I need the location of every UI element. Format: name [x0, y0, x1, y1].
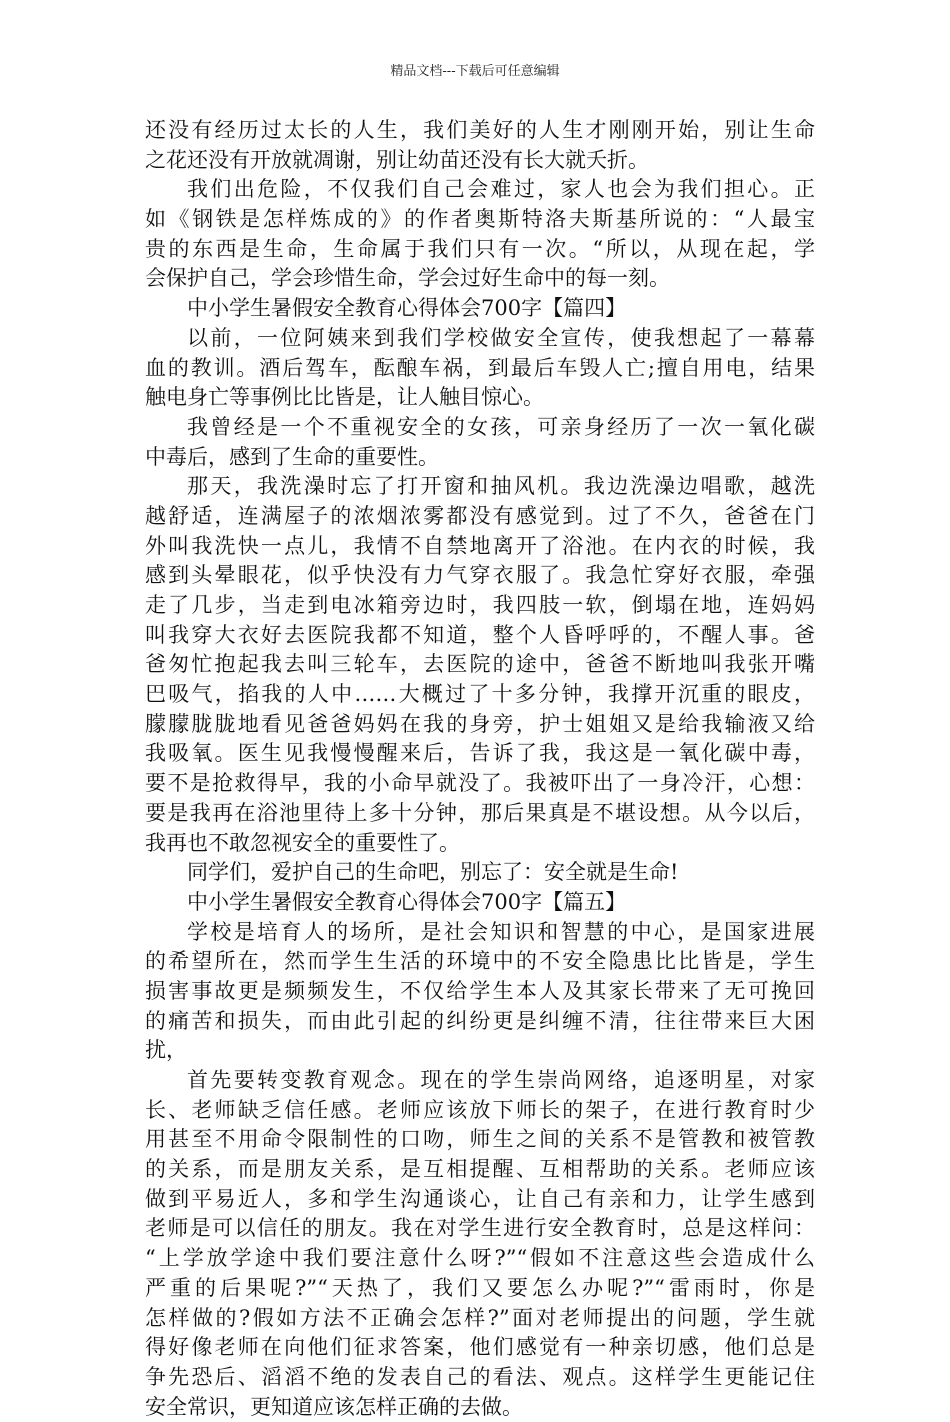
text-line: 之花还没有开放就凋谢，别让幼苗还没有长大就夭折。 [145, 147, 649, 172]
text-line: 越舒适，连满屋子的浓烟浓雾都没有感觉到。过了不久，爸爸在门 [145, 503, 815, 528]
text-line: 如《钢铁是怎样炼成的》的作者奥斯特洛夫斯基所说的：“人最宝 [145, 207, 815, 232]
text-line: 巴吸气，掐我的人中……大概过了十多分钟，我撑开沉重的眼皮， [145, 682, 815, 707]
text-line: 安全常识，更知道应该怎样正确的去做。 [145, 1394, 523, 1419]
page-header: 精品文档---下载后可任意编辑 [390, 64, 560, 79]
text-line: 我再也不敢忽视安全的重要性了。 [145, 830, 460, 855]
text-line: 以前，一位阿姨来到我们学校做安全宣传，使我想起了一幕幕 [187, 325, 815, 350]
text-line: 我吸氧。医生见我慢慢醒来后，告诉了我，我这是一氧化碳中毒， [145, 741, 815, 766]
text-line: 血的教训。酒后驾车，酝酿车祸，到最后车毁人亡;擅自用电，结果 [145, 355, 815, 380]
text-line: 怎样做的?假如方法不正确会怎样?”面对老师提出的问题，学生就 [145, 1305, 815, 1330]
text-line: 的希望所在，然而学生生活的环境中的不安全隐患比比皆是，学生 [145, 949, 815, 974]
document-body [145, 116, 815, 1422]
text-line: 中小学生暑假安全教育心得体会700字【篇四】 [187, 296, 627, 321]
text-line: 扰， [145, 1038, 187, 1063]
text-line: 感到头晕眼花，似乎快没有力气穿衣服了。我急忙穿好衣服，牵强 [145, 563, 815, 588]
text-line: 还没有经历过太长的人生，我们美好的人生才刚刚开始，别让生命 [145, 118, 815, 142]
text-line: 得好像老师在向他们征求答案，他们感觉有一种亲切感，他们总是 [145, 1335, 815, 1360]
text-line: 会保护自己，学会珍惜生命，学会过好生命中的每一刻。 [145, 266, 670, 291]
text-line: 叫我穿大衣好去医院我都不知道，整个人昏呼呼的，不醒人事。爸 [145, 622, 815, 647]
text-line: 同学们，爱护自己的生命吧，别忘了：安全就是生命! [187, 860, 679, 885]
text-line: 用甚至不用命令限制性的口吻，师生之间的关系不是管教和被管教 [145, 1127, 815, 1152]
text-line: “上学放学途中我们要注意什么呀?”“假如不注意这些会造成什么 [145, 1246, 815, 1271]
text-line: 的痛苦和损失，而由此引起的纠纷更是纠缠不清，往往带来巨大困 [145, 1008, 815, 1033]
text-line: 中毒后，感到了生命的重要性。 [145, 444, 439, 469]
text-line: 要不是抢救得早，我的小命早就没了。我被吓出了一身冷汗，心想： [145, 771, 815, 796]
text-line: 争先恐后、滔滔不绝的发表自己的看法、观点。这样学生更能记住 [145, 1364, 815, 1389]
text-line: 严重的后果呢?”“天热了，我们又要怎么办呢?”“雷雨时，你是 [145, 1275, 815, 1300]
text-line: 长、老师缺乏信任感。老师应该放下师长的架子，在进行教育时少 [145, 1097, 815, 1122]
text-line: 老师是可以信任的朋友。我在对学生进行安全教育时，总是这样问： [145, 1216, 815, 1241]
text-line: 朦朦胧胧地看见爸爸妈妈在我的身旁，护士姐姐又是给我输液又给 [145, 711, 815, 736]
text-line: 走了几步，当走到电冰箱旁边时，我四肢一软，倒塌在地，连妈妈 [145, 593, 815, 617]
text-line: 的关系，而是朋友关系，是互相提醒、互相帮助的关系。老师应该 [145, 1157, 815, 1182]
text-line: 那天，我洗澡时忘了打开窗和抽风机。我边洗澡边唱歌，越洗 [187, 474, 815, 499]
text-line: 要是我再在浴池里待上多十分钟，那后果真是不堪设想。从今以后， [145, 800, 815, 825]
text-line: 我曾经是一个不重视安全的女孩，可亲身经历了一次一氧化碳 [187, 414, 815, 439]
text-line: 损害事故更是频频发生，不仅给学生本人及其家长带来了无可挽回 [145, 978, 815, 1003]
text-line: 中小学生暑假安全教育心得体会700字【篇五】 [187, 889, 627, 914]
text-line: 学校是培育人的场所，是社会知识和智慧的中心，是国家进展 [187, 919, 815, 944]
text-line: 首先要转变教育观念。现在的学生崇尚网络，追逐明星，对家 [187, 1068, 815, 1092]
text-line: 我们出危险，不仅我们自己会难过，家人也会为我们担心。正 [187, 177, 815, 202]
text-line: 做到平易近人，多和学生沟通谈心，让自己有亲和力，让学生感到 [145, 1186, 815, 1211]
text-line: 外叫我洗快一点儿，我情不自禁地离开了浴池。在内衣的时候，我 [145, 533, 815, 558]
text-line: 触电身亡等事例比比皆是，让人触目惊心。 [145, 385, 544, 410]
text-line: 贵的东西是生命，生命属于我们只有一次。“所以，从现在起，学 [145, 236, 815, 261]
text-line: 爸匆忙抱起我去叫三轮车，去医院的途中，爸爸不断地叫我张开嘴 [145, 652, 815, 677]
